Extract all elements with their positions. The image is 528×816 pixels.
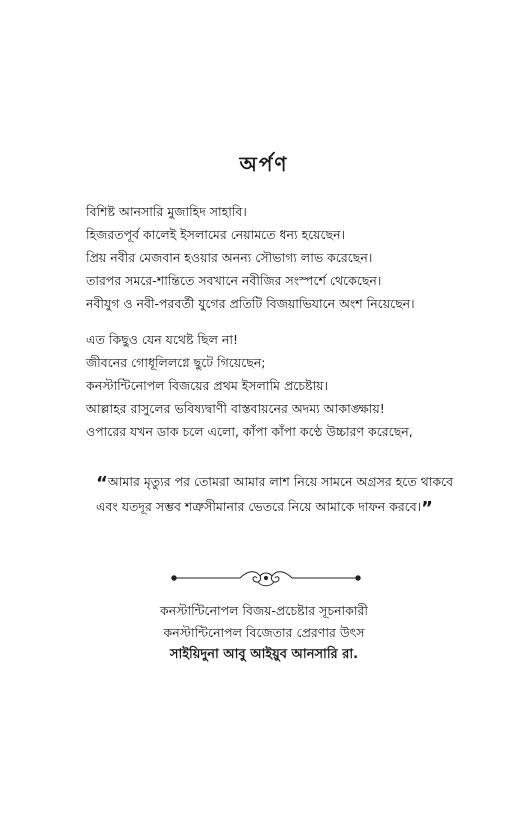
footer-line-1: কনস্টান্টিনোপল বিজয়-প্রচেষ্টার সূচনাকারী — [159, 603, 369, 618]
text-line: হিজরতপূর্ব কালেই ইসলামের নেয়ামতে ধন্য হয়েছেন। — [86, 227, 346, 242]
close-quote-mark: ” — [421, 498, 434, 519]
dedication-paragraph-1 — [86, 200, 486, 315]
quote-text: আমার মৃত্যুর পর তোমরা আমার লাশ নিয়ে সামনে অগ্রসর হতে থাকবে এবং যতদূর সম্ভব শত্রুসীমানার ভেতরে নিয়ে আমাকে দাফন করবে। — [96, 474, 454, 514]
honoree-name: সাইয়িদুনা আবু আইয়ুব আনসারি রা. — [169, 647, 359, 662]
text-line: এত কিছুও যেন যথেষ্ট ছিল না! — [86, 332, 238, 347]
text-line: আল্লাহর রাসুলের ভবিষ্যদ্বাণী বাস্তবায়নের অদম্য আকাঙ্ক্ষায়! — [86, 401, 385, 416]
text-line: প্রিয় নবীর মেজবান হওয়ার অনন্য সৌভাগ্য লাভ করেছেন। — [86, 250, 373, 265]
text-line: ওপারের যখন ডাক চলে এলো, কাঁপা কাঁপা কণ্ঠে উচ্চারণ করেছেন, — [86, 424, 413, 439]
quotation — [96, 470, 456, 520]
dedication-title: অর্পণ — [239, 152, 289, 176]
dedication-footer — [0, 600, 528, 666]
ornament-divider-icon — [168, 566, 364, 590]
text-line: কনস্টান্টিনোপল বিজয়ের প্রথম ইসলামি প্রচেষ্টায়। — [86, 378, 328, 393]
dedication-paragraph-2 — [86, 328, 486, 443]
text-line: নবীযুগ ও নবী-পরবর্তী যুগের প্রতিটি বিজয়াভিযানে অংশ নিয়েছেন। — [86, 296, 415, 311]
text-line: বিশিষ্ট আনসারি মুজাহিদ সাহাবি। — [86, 204, 247, 219]
quote-body — [96, 473, 454, 519]
open-quote-mark: “ — [96, 473, 108, 494]
footer-line-2: কনস্টান্টিনোপল বিজেতার প্রেরণার উৎস — [163, 625, 365, 640]
text-line: জীবনের গোধূলিলগ্নে ছুটে গিয়েছেন; — [86, 355, 266, 370]
text-line: তারপর সমরে-শান্তিতে সবখানে নবীজির সংস্পর্শে থেকেছেন। — [86, 273, 382, 288]
